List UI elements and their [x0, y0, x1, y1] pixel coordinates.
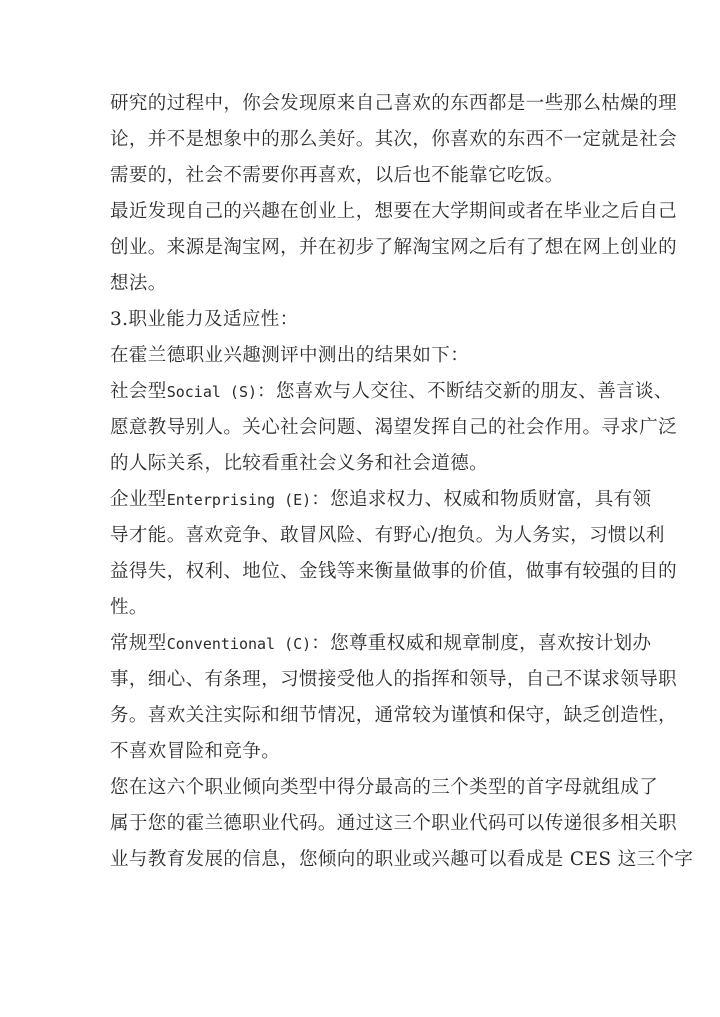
- text-line: 事，细心、有条理，习惯接受他人的指挥和领导，自己不谋求领导职: [110, 669, 678, 690]
- section-heading: [110, 302, 614, 338]
- text-line: 务。喜欢关注实际和细节情况，通常较为谨慎和保守，缺乏创造性，: [110, 705, 678, 726]
- paragraph-conventional-type: [110, 626, 678, 770]
- text-line: 您在这六个职业倾向类型中得分最高的三个类型的首字母就组成了: [110, 777, 659, 798]
- type-label-en: Social (S): [166, 383, 258, 401]
- text-line: [110, 626, 652, 662]
- text-line: 属于您的霍兰德职业代码。通过这三个职业代码可以传递很多相关职: [110, 813, 678, 834]
- text-line: 益得失，权利、地位、金钱等来衡量做事的价值，做事有较强的目的: [110, 561, 678, 582]
- text-line: 不喜欢冒险和竞争。: [110, 741, 281, 762]
- text-line: 研究的过程中，你会发现原来自己喜欢的东西都是一些那么枯燥的理: [110, 93, 678, 114]
- document-page: [110, 86, 694, 878]
- text-line: [110, 374, 673, 410]
- heading-text: 3.职业能力及适应性：: [110, 309, 299, 330]
- type-label-en: Conventional (C): [166, 635, 312, 653]
- type-label-cn: 企业型: [110, 489, 167, 510]
- type-description: ：您尊重权威和规章制度，喜欢按计划办: [311, 633, 652, 654]
- text-line: 论，并不是想象中的那么美好。其次，你喜欢的东西不一定就是社会: [110, 129, 678, 150]
- paragraph-interest-research: [110, 86, 678, 194]
- paragraph-holland-intro: [110, 338, 614, 374]
- type-label-en: Enterprising (E): [166, 491, 312, 509]
- text-line: 需要的，社会不需要你再喜欢，以后也不能靠它吃饭。: [110, 165, 564, 186]
- text-line: 愿意教导别人。关心社会问题、渴望发挥自己的社会作用。寻求广泛: [110, 417, 678, 438]
- paragraph-social-type: [110, 374, 678, 482]
- text-line: 创业。来源是淘宝网，并在初步了解淘宝网之后有了想在网上创业的: [110, 237, 678, 258]
- text-line: 性。: [110, 597, 148, 618]
- paragraph-holland-code: [110, 770, 694, 878]
- text-line: 在霍兰德职业兴趣测评中测出的结果如下：: [110, 345, 470, 366]
- text-line: [110, 482, 652, 518]
- text-line: 想法。: [110, 273, 167, 294]
- text-line: 的人际关系，比较看重社会义务和社会道德。: [110, 453, 489, 474]
- paragraph-enterprising-type: [110, 482, 678, 626]
- type-description: ：您追求权力、权威和物质财富，具有领: [311, 489, 652, 510]
- text-line: 业与教育发展的信息，您倾向的职业或兴趣可以看成是 CES 这三个字: [110, 849, 694, 870]
- paragraph-entrepreneurship-interest: [110, 194, 678, 302]
- text-line: 导才能。喜欢竞争、敢冒风险、有野心/抱负。为人务实，习惯以利: [110, 525, 665, 546]
- type-label-cn: 社会型: [110, 381, 167, 402]
- text-line: 最近发现自己的兴趣在创业上，想要在大学期间或者在毕业之后自己: [110, 201, 678, 222]
- type-description: ：您喜欢与人交往、不断结交新的朋友、善言谈、: [257, 381, 673, 402]
- type-label-cn: 常规型: [110, 633, 167, 654]
